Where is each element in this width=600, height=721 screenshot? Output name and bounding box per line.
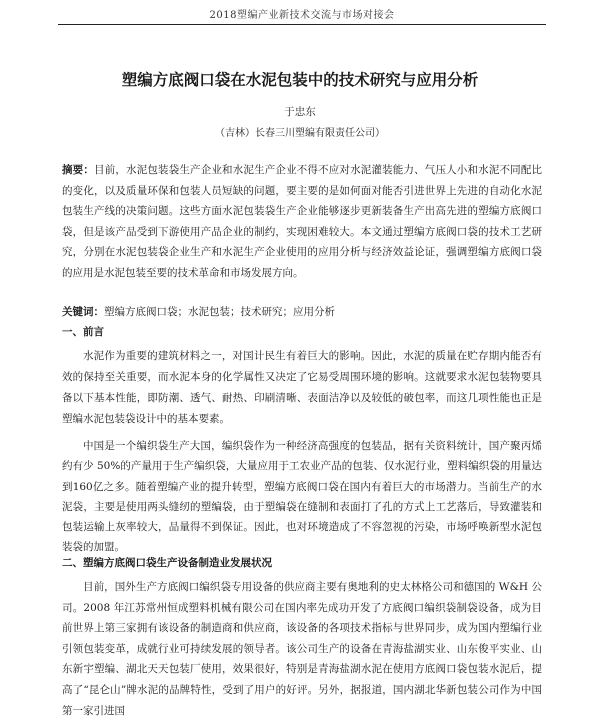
body-paragraph: 水泥作为重要的建筑材料之一，对国计民生有着巨大的影响。因此，水泥的质量在贮存期内能否有效的保持至关重要，而水泥本身的化学属性又决定了它易受周围环境的影响。这就要求水泥包装物要具备以下基本性能，即防潮、透气、耐热、印刷清晰、表面洁净以及较低的破包率，而这几项性能也正是塑编水泥包装袋设计中的基本要素。 [62,350,542,425]
abstract [62,160,542,284]
section-heading-equipment: 二、塑编方底阀口袋生产设备制造业发展状况 [62,557,272,569]
keywords-label: 关键词： [62,306,104,318]
paper-title: 塑编方底阀口袋在水泥包装中的技术研究与应用分析 [121,71,479,89]
running-header: 2018塑编产业新技术交流与市场对接会 [58,6,546,25]
author-name: 于忠东 [284,106,316,118]
section-heading-introduction: 一、前言 [62,326,104,338]
abstract-text: 目前，水泥包装袋生产企业和水泥生产企业不得不应对水泥灌装能力、气压人小和水泥不同配比的变化，以及质量环保和包装人员短缺的问题，要主要的是如何面对能否引进世界上先进的自动化水泥包装生产线的决策问题。这些方面水泥包装袋生产企业能够逐步更新装备生产出高先进的塑编方底阀口袋，但是该产品受到下游使用产品企业的制约，实现困难较大。本文通过塑编方底阀口袋的技术工艺研究，分别在水泥包装袋企业生产和水泥生产企业使用的应用分析与经济效益论证，强调塑编方底阀口袋的应用是水泥包装至要的技术革命和市场发展方向。 [62,164,543,279]
affiliation: （吉林）长春三川塑编有限责任公司） [215,128,385,139]
body-paragraph: 目前，国外生产方底阀口编织袋专用设备的供应商主要有奥地利的史太林格公司和德国的 W&H 公司。2008 年江苏常州恒成塑料机械有限公司在国内率先成功开发了方底阀口编织袋制袋设备，成为目前世界上第三家拥有该设备的制造商和供应商，该设备的各项技术指标与世界同步，成为国内塑编行业引领包装变革，成就行业可持续发展的领导者。该公司生产的设备在青海盐湖实业、山东俊平实业、山东新宇塑编、湖北天天包装厂使用，效果很好，特别是青海盐湖水泥在使用方底阀口袋包装水泥后，提高了“昆仑山”牌水泥的品牌特性，受到了用户的好评。另外，据报道，国内湖北华新包装公司作为中国第一家引进国 [62,581,542,717]
keywords-text: 塑编方底阀口袋；水泥包装；技术研究；应用分析 [104,306,335,318]
keywords [62,302,542,322]
abstract-label: 摘要： [62,164,95,176]
body-paragraph: 中国是一个编织袋生产大国，编织袋作为一种经济高强度的包装品，据有关资料统计，国产聚丙烯约有少 50%的产量用于生产编织袋，大量应用于工农业产品的包装、仅水泥行业，塑料编织袋的用量达到160亿之多。随着塑编产业的提升转型，塑编方底阀口袋在国内有着巨大的市场潜力。当前生产的水泥袋，主要是使用两头缝纫的塑编袋，由于塑编袋在缝制和表面打了孔的方式上工艺落后，导致灌装和包装运输上灰率较大，品量得不到保证。因此，也对环境造成了不容忽视的污染，市场呼唤新型水泥包装袋的加盟。 [62,440,542,554]
